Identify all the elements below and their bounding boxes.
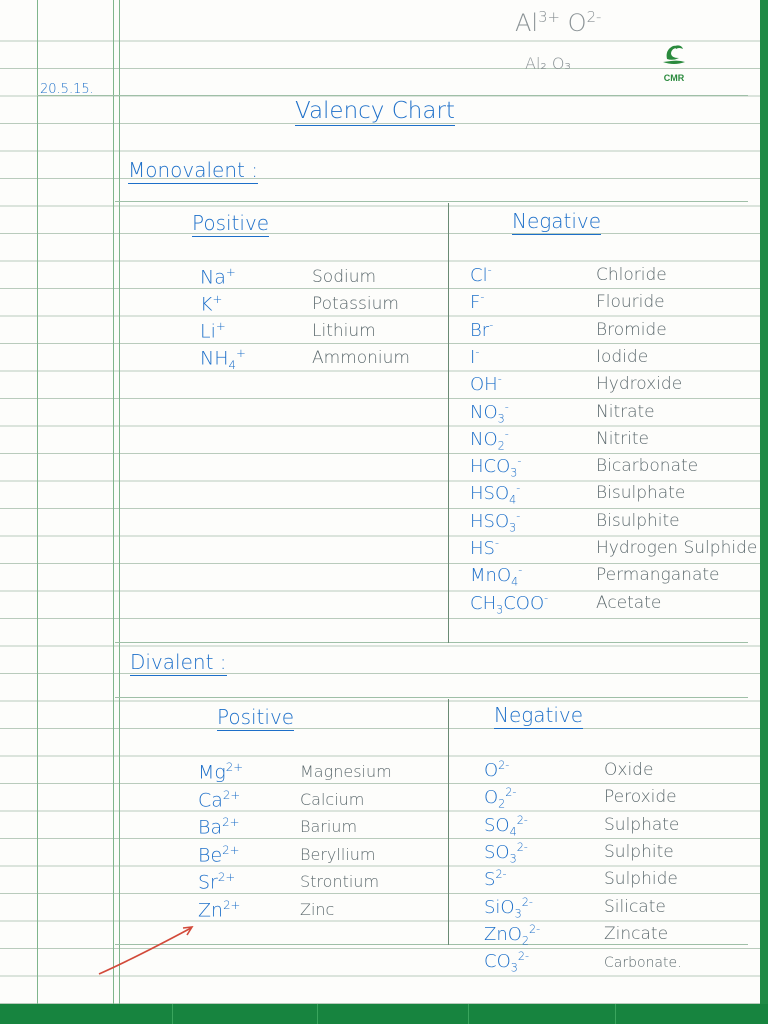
subscript: 3 [497,412,505,426]
anion-formula [484,868,507,890]
subscript: 3 [509,521,517,535]
formula-part: HSO [470,510,510,532]
formula-part: Br [470,319,490,341]
ion-charge: 2- [586,8,602,26]
formula-part: HCO [470,456,511,478]
ion-charge: - [518,564,523,578]
monovalent-negative-heading: Negative [512,209,602,233]
anion-name: Carbonate. [604,955,682,972]
cation-formula [200,292,222,315]
cation-formula [198,870,235,893]
ion-charge: 2- [529,922,541,936]
subscript: 4 [228,358,236,373]
anion-name: Iodide [596,346,649,367]
element-symbol: Li [200,320,216,343]
red-arrow-mark [95,918,205,978]
ion-charge: 2+ [222,815,240,829]
formula-part: O [484,760,499,781]
ion-symbol: Al [515,9,539,37]
anion-formula [470,564,522,589]
formula-part: MnO [470,565,512,587]
subscript: 4 [511,575,519,589]
divalent-positive-heading: Positive [217,705,295,729]
cation-formula [200,346,246,372]
anion-formula [484,759,509,781]
ion-charge: - [544,591,549,605]
anion-formula [470,592,548,617]
element-symbol: Be [198,843,223,866]
ion-charge: - [480,291,485,305]
ion-charge: + [236,346,246,360]
ion-charge: 3+ [538,8,561,26]
formula-part: HS [470,538,495,559]
formula-part: NO [470,401,498,423]
formula-part: S [484,869,496,891]
anion-name: Chloride [596,265,667,285]
cation-name: Zinc [300,899,335,919]
element-symbol: Ca [198,788,223,811]
cation-formula [198,843,240,866]
cation-formula [198,760,243,783]
element-symbol: NH [200,347,229,370]
ion-charge: + [215,319,226,333]
cation-name: Potassium [312,294,399,314]
subscript: 4 [509,825,517,839]
ion-symbol: O [567,9,587,37]
page-date: 20.5.15. [40,82,94,97]
anion-name: Sulphide [604,869,678,890]
ion-charge: 2+ [223,897,241,912]
subscript: 3 [509,852,517,866]
anion-formula [470,264,492,286]
column-divider [448,203,449,643]
divalent-heading: Divalent : [130,650,227,674]
anion-name: Nitrite [596,428,649,449]
cation-name: Lithium [312,321,376,341]
margin-line [113,0,114,1004]
corner-ions [515,8,601,37]
formula-part: CO [484,951,511,973]
anion-formula [484,814,528,839]
cation-name: Magnesium [300,762,392,781]
ion-charge: - [517,455,522,469]
ion-charge: 2- [521,895,533,909]
ion-charge: - [487,264,492,277]
formula-part: ZnO [484,923,522,945]
swan-logo-icon [659,42,689,66]
anion-name: Hydroxide [596,374,683,395]
anion-formula [484,950,529,975]
subscript: 3 [496,603,504,617]
cation-formula [198,788,240,811]
anion-formula [470,428,509,453]
cmr-logo [652,42,696,85]
ion-charge: + [225,265,236,279]
ion-charge: 2- [495,868,507,882]
anion-formula [470,291,484,313]
anion-formula [484,841,528,866]
anion-formula [484,923,540,948]
formula-part: OH [470,374,498,396]
column-divider [448,699,449,945]
ion-charge: 2+ [222,787,241,802]
anion-name: Oxide [604,760,654,780]
ion-charge: - [497,373,502,387]
cation-formula [198,815,239,838]
formula-part: HSO [470,483,510,505]
element-symbol: Ba [198,816,223,839]
anion-name: Flouride [596,292,665,313]
subscript: 3 [514,907,522,921]
subscript: 3 [510,466,518,480]
ion-charge: 2- [505,786,517,800]
anion-name: Bicarbonate [596,456,699,477]
anion-formula [470,319,493,341]
anion-formula [470,346,479,368]
divalent-negative-heading: Negative [494,703,584,727]
formula-part: CH [470,592,497,614]
ion-charge: - [475,345,480,359]
cation-name: Barium [300,817,358,836]
monovalent-heading: Monovalent : [128,158,258,182]
anion-formula [484,896,533,921]
subscript: 3 [510,961,518,975]
cation-formula [200,319,226,342]
anion-formula [470,455,521,480]
anion-formula [470,401,509,426]
formula-part: SO [484,814,510,836]
subscript: 2 [498,797,506,811]
anion-name: Sulphate [604,814,680,835]
scan-bottom-strip [0,1004,768,1024]
cation-name: Calcium [300,789,365,809]
formula-part: SiO [484,896,515,918]
formula-part: NO [470,428,498,450]
cation-formula [200,265,236,288]
anion-name: Bisulphite [596,510,680,531]
anion-name: Nitrate [596,401,655,422]
anion-name: Silicate [604,896,666,917]
subscript: 4 [509,493,517,507]
corner-formula: Al₂ O₃ [525,54,571,73]
cation-name: Sodium [312,267,377,287]
ion-charge: 2- [516,813,528,827]
formula-part: O [484,787,499,809]
ion-charge: 2+ [225,760,244,774]
ion-charge: - [504,427,509,441]
cation-name: Strontium [300,872,380,891]
ion-charge: 2- [498,759,510,772]
table-top-rule [115,201,748,202]
anion-formula [470,482,520,507]
anion-name: Permanganate [596,565,720,586]
element-symbol: Na [200,266,226,289]
ion-charge: - [504,400,509,414]
ion-charge: - [494,537,499,550]
ion-charge: 2- [516,840,528,854]
element-symbol: K [200,293,213,316]
table-bottom-rule [115,642,748,643]
anion-name: Bisulphate [596,483,686,504]
anion-formula [470,510,520,535]
element-symbol: Mg [198,761,226,784]
anion-formula [470,373,502,395]
ion-charge: 2+ [217,870,236,884]
anion-name: Peroxide [604,787,677,808]
ion-charge: - [489,318,494,332]
subscript: 2 [521,934,530,948]
formula-part: SO [484,841,510,863]
anion-name: Bromide [596,319,667,340]
anion-formula [470,537,499,559]
element-symbol: Sr [198,871,218,894]
formula-part: Cl [470,265,488,286]
anion-name: Zincate [604,923,669,944]
ion-charge: 2+ [222,842,240,857]
anion-name: Sulphite [604,841,674,862]
ion-charge: + [212,292,223,306]
header-rule [37,95,748,96]
ion-charge: 2- [517,950,529,964]
cation-name: Beryllium [300,844,376,864]
subscript: 2 [497,439,505,453]
ion-charge: - [516,482,521,496]
formula-part: COO [503,592,545,614]
logo-text: CMR [663,73,685,83]
table-bottom-rule [115,944,748,945]
margin-line [119,0,120,1004]
monovalent-positive-heading: Positive [192,211,270,235]
anion-name: Acetate [596,592,662,613]
margin-line [37,0,38,1004]
anion-formula [484,786,516,811]
formula-part: F [470,292,481,314]
page-title: Valency Chart [295,98,455,124]
table-top-rule [115,697,748,698]
cation-name: Ammonium [312,348,410,368]
ion-charge: - [516,509,521,523]
element-symbol: Zn [198,898,224,921]
formula-part: I [470,346,476,368]
anion-name: Hydrogen Sulphide [596,538,758,558]
